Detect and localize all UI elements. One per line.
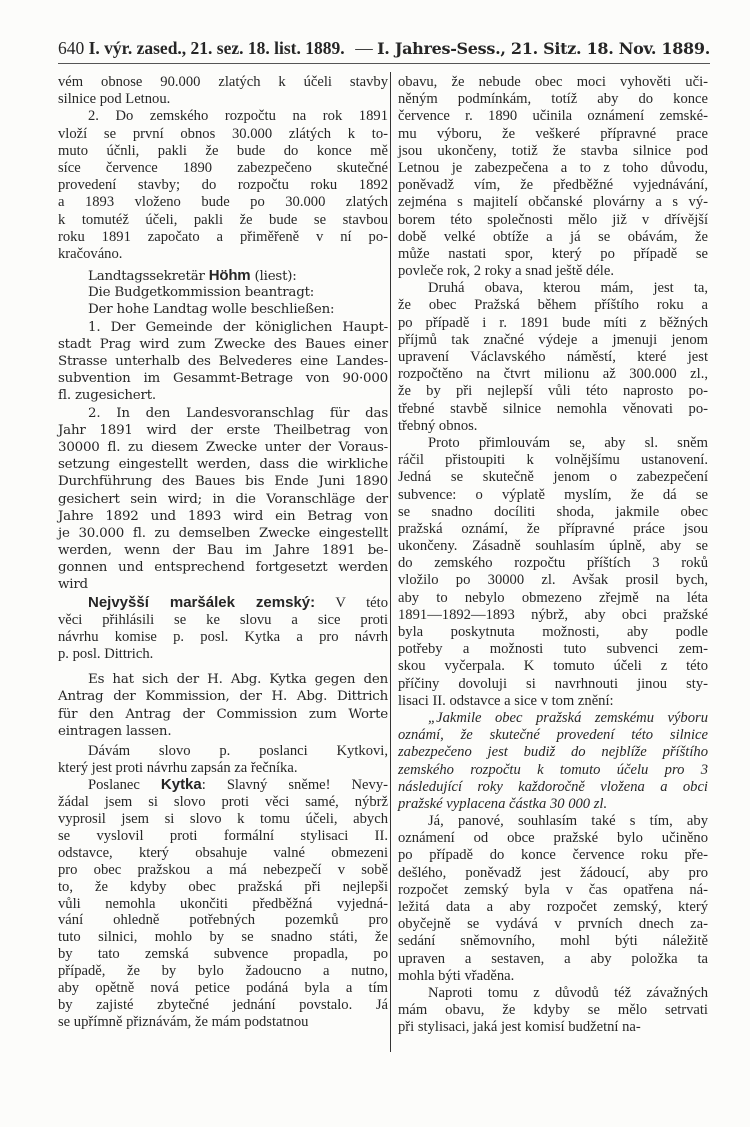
speaker-title: Poslanec — [88, 777, 161, 794]
line-text: (liest): — [250, 269, 297, 285]
text-line: žádal jsem si slovo proti věci samé, nýbrž — [58, 794, 388, 811]
column-divider — [390, 72, 391, 1052]
text-line: obavu, že nebude obec moci vyhověti uči- — [398, 74, 708, 90]
text-line: k tomutéž účeli, pakli že bude se stavbou — [58, 211, 388, 228]
text-line: Der hohe Landtag wolle beschließen: — [88, 302, 335, 318]
text-line: věci přihlásili se ke slovu a sice proti — [58, 611, 388, 628]
section-floor-given — [58, 743, 388, 777]
text-line: po případě i r. 1891 bude míti z běžných — [398, 314, 708, 331]
header-right — [355, 38, 710, 59]
text-line: kračováno. — [58, 245, 123, 262]
text-line: „Jakmile obec pražská zemskému výboru — [428, 709, 708, 726]
text-line: může nastati spor, který po případě se — [398, 245, 708, 262]
text-line: době velké obtíže a já se obávám, že — [398, 228, 708, 245]
text-line: zejména s majitelí občanské plovárny a s vý- — [398, 194, 708, 211]
text-line: Durchführung des Baues bis Ende Juni 1890 — [58, 474, 388, 490]
text-line: příjmů tak značné výdeje a jmenuji jenom — [398, 331, 708, 348]
paragraph — [58, 284, 388, 301]
text-line: následující roky každoročně vložena a obci — [398, 778, 708, 795]
text-line: pražská oznámí, že přípravné práce jsou — [398, 520, 708, 537]
paragraph — [398, 280, 708, 435]
header-dash: — — [355, 38, 373, 58]
text-line: do zemského rozpočtu příštích 3 roků — [398, 555, 708, 572]
text-line: Naproti tomu z důvodů též závažných — [428, 984, 708, 1001]
section-kytka-speech — [58, 777, 388, 1030]
text-line: že by při nejlepší vůli této naprosto po- — [398, 383, 708, 400]
text-line: gonnen und entsprechend fortgesetzt werden wird — [58, 560, 388, 593]
paragraph — [398, 710, 708, 813]
paragraph — [58, 671, 388, 740]
text-line: Proto přimlouvám se, aby sl. sněm — [428, 434, 708, 451]
text-line: se vyslovil proti formální stylisaci II. — [58, 827, 388, 844]
text-line: vání ohledně potřebných pozemků pro — [58, 912, 388, 929]
text-line: p. posl. Dittrich. — [58, 646, 154, 662]
text-line: Jahr 1891 wird der erste Theilbetrag von — [58, 422, 388, 438]
text-line: jsou ukončeny, totiž že stavba silnice pod — [398, 142, 708, 159]
text-line: Strasse unterhalb des Belvederes eine Landes- — [58, 354, 388, 369]
text-line: povleče rok, 2 roky a snad ještě déle. — [398, 263, 614, 280]
text-line: že obec Pražská během příštího roku a — [398, 297, 708, 314]
line-text: : Slavný sněme! Nevy- — [201, 777, 388, 794]
header-left — [58, 38, 345, 59]
right-column — [398, 74, 708, 1037]
text-line: 30000 fl. zu diesem Zwecke unter der Voraus- — [58, 439, 388, 455]
text-line: vůli nemohla ukončiti předběžná vyjedná- — [58, 895, 388, 912]
paragraph — [58, 74, 388, 108]
text-line: rozpočet zemský byla v čas opatřena ná- — [398, 881, 708, 898]
text-line: by zajisté zbytečné jednání povstalo. Já — [58, 996, 388, 1013]
text-line: vložilo po 30000 zl. Avšak prosil bych, — [398, 572, 708, 589]
text-line: aby to nebylo obmezeno zřejmě na léta — [398, 589, 708, 606]
paragraph — [398, 813, 708, 985]
text-line: tuto silnici, mohlo by se snadno státi, že — [58, 929, 388, 946]
text-line: potřeby a možnosti tuto subvenci zem- — [398, 641, 708, 658]
section-speech-continued — [398, 74, 708, 710]
text-line: Jahre 1892 und 1893 wird ein Betrag von — [58, 508, 388, 524]
text-line: stadt Prag wird zum Zwecke des Baues einer — [58, 336, 388, 352]
text-line: Letnou je zabezpečena a to z toho důvodu, — [398, 159, 708, 176]
section-budget-text-german — [58, 267, 388, 593]
text-line: a 1893 vloženo bude po 30.000 zlatých — [58, 194, 388, 211]
text-line: ráčil přistoupiti k volnějšímu ustanovení. — [398, 452, 708, 469]
paragraph — [58, 594, 388, 663]
text-line: vém obnose 90.000 zlatých k účeli stavby — [58, 74, 388, 90]
text-line: 2. Do zemského rozpočtu na rok 1891 — [88, 108, 388, 125]
text-line: je 30.000 fl. zu demselben Zwecke eingestellt — [58, 525, 388, 541]
page-number: 640 — [58, 38, 85, 58]
text-line: roku 1891 započato a přiměřeně v ní po- — [58, 228, 388, 245]
text-line: pro obec pražskou a má nebezpečí v sobě — [58, 861, 388, 878]
text-line: dešlého, poněvadž jest žádoucí, aby pro — [398, 864, 708, 881]
text-line: gesichert sein wird; in die Voranschläge der — [58, 491, 388, 507]
text-line: odstavce, který obsahuje valné obmezeni — [58, 844, 388, 861]
text-line: případě, že by bylo žadoucno a nutno, — [58, 963, 388, 980]
speaker-name: Kytka — [160, 776, 202, 794]
text-line: července r. 1890 učinila oznámení zemské- — [398, 108, 708, 125]
text-line: návrhu komise p. posl. Kytka a pro návrh — [58, 628, 388, 645]
text-line: 2. In den Landesvoranschlag für das — [88, 405, 388, 421]
running-header — [58, 38, 710, 60]
speaker-name: Nejvyšší maršálek zemský: — [88, 594, 316, 612]
text-line: lisaci II. odstavce a sice v tom znění: — [398, 692, 614, 709]
text-line: něným podmínkám, totíž aby do konce — [398, 91, 708, 108]
speaker-name: Höhm — [208, 267, 251, 285]
text-line: třebný obnos. — [398, 417, 478, 434]
text-line: třebné stavbě silnice nemohla věnovati po- — [398, 400, 708, 417]
text-line: provedení stavby; do rozpočtu roku 1892 — [58, 177, 388, 194]
paragraph — [398, 985, 708, 1037]
section-budget-text-czech — [58, 74, 388, 263]
text-line: sedání sněmovního, mohl býti náležitě — [398, 933, 708, 950]
text-line: 1. Der Gemeinde der königlichen Haupt- — [88, 319, 388, 335]
paragraph — [58, 405, 388, 593]
paragraph — [58, 777, 388, 1030]
text-line — [58, 777, 388, 794]
text-line: se upřímně přiznávám, že mám podstatnou — [58, 1013, 309, 1030]
text-line: werden, wenn der Bau im Jahre 1891 be- — [58, 543, 388, 559]
text-line: setzung eingestellt werden, dass die wirkliche — [58, 457, 388, 473]
speaker-title: Landtagssekretär — [88, 269, 209, 285]
text-line: Jedná se skutečně jenom o zabezpečení — [398, 469, 708, 486]
text-line: rozpočtěno na čtvrt milionu až 300.000 zl., — [398, 366, 708, 383]
text-line: fl. zugesichert. — [58, 388, 156, 404]
text-line: vyprosil jsem si slovo k tomu účeli, abych — [58, 811, 388, 828]
text-line: při stylisaci, jaká jest komisí budžetní na- — [398, 1019, 641, 1036]
text-line — [58, 267, 388, 284]
section-speech-end — [398, 813, 708, 1036]
text-line: vloží se první obnos 30.000 zlátých k to- — [58, 125, 388, 142]
text-line: upravení Václavského náměstí, které jest — [398, 349, 708, 365]
paragraph — [58, 743, 388, 777]
text-line: Druhá obava, kterou mám, jest ta, — [428, 280, 708, 297]
text-line: Já, panové, souhlasím také s tím, aby — [428, 813, 708, 830]
section-marshal-czech — [58, 594, 388, 663]
left-column — [58, 74, 388, 1031]
text-line: subvence: o výplatě myslím, že dá se — [398, 486, 708, 503]
section-proposed-wording — [398, 710, 708, 813]
paragraph — [58, 319, 388, 405]
text-line: zabezpečeno jest budiž do nejblíže příštího — [398, 744, 708, 761]
text-line: oznámení od obce pražské bylo učiněno — [398, 830, 708, 847]
text-line: Die Budgetkommission beantragt: — [88, 285, 315, 301]
paragraph — [58, 267, 388, 284]
text-line: eintragen lassen. — [58, 723, 172, 739]
text-line: obyčejně se vydává v prvních dnech za- — [398, 916, 708, 933]
text-line: příčiny dovoluji si navrhnouti jinou sty- — [398, 675, 708, 692]
text-line: se snadno docíliti shoda, jakmile obec — [398, 503, 708, 520]
text-line — [58, 594, 388, 611]
paragraph — [398, 74, 708, 280]
text-line: Antrag der Kommission, der H. Abg. Dittrich — [58, 689, 388, 705]
text-line: Es hat sich der H. Abg. Kytka gegen den — [88, 672, 388, 688]
text-line: silnice pod Letnou. — [58, 91, 171, 108]
text-line: který jest proti návrhu zapsán za řečníka. — [58, 760, 298, 777]
czech-session-title: I. výr. zased., 21. sez. 18. list. 1889. — [88, 38, 345, 58]
text-line: borem této společnosti mělo již v dřívější — [398, 211, 708, 228]
paragraph — [58, 301, 388, 318]
text-line: ukončeny. Zásadně souhlasím úplně, aby se — [398, 538, 708, 555]
paragraph — [58, 108, 388, 263]
text-line: muto účnli, pakli že bude do konce mě — [58, 142, 388, 159]
text-line: mám obavu, že kdyby se mělo setrvati — [398, 1002, 708, 1019]
line-text: V této — [315, 595, 388, 612]
paragraph — [398, 435, 708, 710]
text-line: poněvadž vím, že předběžné vyjednávání, — [398, 177, 708, 194]
header-rule — [58, 63, 710, 64]
section-marshal-german — [58, 671, 388, 740]
text-line: oznámí, že skutečné provedení této silnice — [398, 727, 708, 744]
text-line: subvention im Gesammt-Betrage von 90·000 — [58, 371, 388, 387]
text-line: po případě do konce července roku pře- — [398, 847, 708, 864]
text-line: mohla býti vřaděna. — [398, 967, 515, 984]
text-line: by tato zemská subvence propadla, po — [58, 946, 388, 963]
text-line: skou vyčerpala. K tomuto účeli z této — [398, 658, 708, 675]
text-line: byla poskytnuta možnosti, aby podle — [398, 624, 708, 640]
text-line: 1891—1892—1893 nýbrž, aby obci pražské — [398, 606, 708, 623]
text-line: síce července 1890 zabezpečeno skutečné — [58, 159, 388, 176]
text-line: upraven a sestaven, a aby položka ta — [398, 950, 708, 967]
text-line: Dávám slovo p. poslanci Kytkovi, — [88, 742, 388, 759]
text-line: für den Antrag der Commission zum Worte — [58, 706, 388, 722]
text-line: mu výboru, že veškeré přípravné prace — [398, 125, 708, 142]
german-session-title: I. Jahres-Sess., 21. Sitz. 18. Nov. 1889. — [377, 39, 710, 58]
text-line: pražské vyplacena částka 30 000 zl. — [398, 795, 608, 812]
text-line: zemského rozpočtu k tomuto účelu pro 3 — [398, 761, 708, 778]
text-line: aby opětně nová petice podáná byla a tím — [58, 980, 388, 996]
text-line: to, že kdyby obec pražská při nejlepši — [58, 878, 388, 895]
text-line: ležitá data a aby rozpočet zemský, který — [398, 899, 708, 915]
